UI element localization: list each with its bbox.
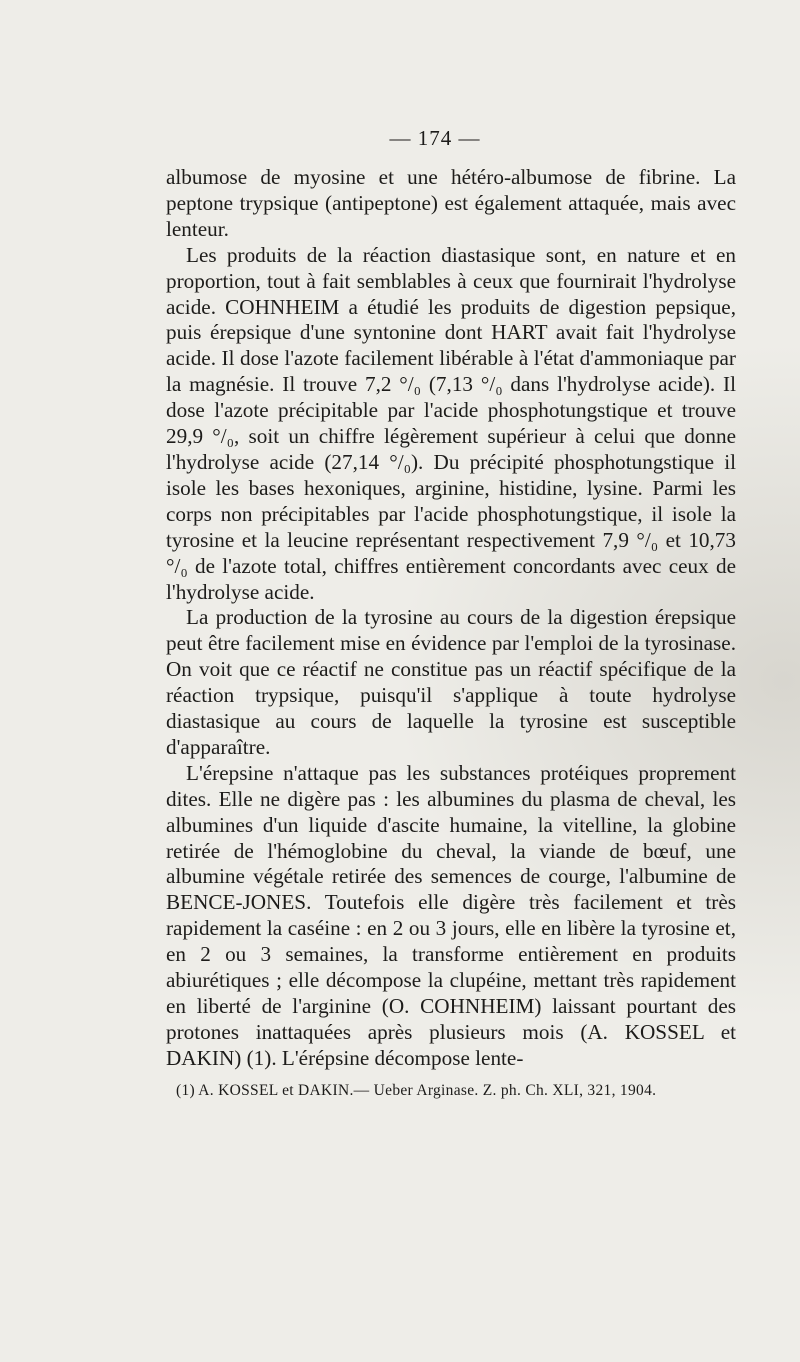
paragraph-1: albumose de myosine et une hétéro-albumose de fibrine. La peptone trypsique (antipeptone) est également attaquée, mais avec lenteur. <box>166 165 736 241</box>
body-text <box>166 165 736 1072</box>
paragraph-3: La production de la tyrosine au cours de la digestion érepsique peut être facilement mise en évidence par l'emploi de la tyrosinase. On voit que ce réactif ne constitue pas un réactif spécifique de la réaction trypsique, puisqu'il s'applique à toute hydrolyse diastasique au cours de laquelle la tyrosine est susceptible d'apparaître. <box>166 605 736 759</box>
page-number: — 174 — <box>389 126 481 150</box>
paragraph-2: Les produits de la réaction diastasique sont, en nature et en proportion, tout à fait semblables à ceux que fournirait l'hydrolyse acide. COHNHEIM a étudié les produits de digestion pepsique, puis érepsique d'une syntonine dont HART avait fait l'hydrolyse acide. Il dose l'azote facilement libérable à l'état d'ammoniaque par la magnésie. Il trouve 7,2 °/₀ (7,13 °/₀ dans l'hydrolyse acide). Il dose l'azote précipitable par l'acide phosphotungstique et trouve 29,9 °/₀, soit un chiffre légèrement supérieur à celui que donne l'hydrolyse acide (27,14 °/₀). Du précipité phosphotungstique il isole les bases hexoniques, arginine, histidine, lysine. Parmi les corps non précipitables par l'acide phosphotungstique, il isole la tyrosine et la leucine représentant respectivement 7,9 °/₀ et 10,73 °/₀ de l'azote total, chiffres entièrement concordants avec ceux de l'hydrolyse acide. <box>166 242 736 604</box>
paragraph-4: L'érepsine n'attaque pas les substances protéiques proprement dites. Elle ne digère pas : les albumines du plasma de cheval, les albumines d'un liquide d'ascite humaine, la vitelline, la globine retirée de l'hémoglobine du cheval, la viande de bœuf, une albumine végétale retirée des semences de courge, l'albumine de BENCE-JONES. Toutefois elle digère très facilement et très rapidement la caséine : en 2 ou 3 jours, elle en libère la tyrosine et, en 2 ou 3 semaines, la transforme entièrement en produits abiurétiques ; elle décompose la clupéine, mettant très rapidement en liberté de l'arginine (O. COHNHEIM) laissant pourtant des protones inattaquées après plusieurs mois (A. KOSSEL et DAKIN) (1). L'érépsine décompose lente- <box>166 760 736 1070</box>
footnote: (1) A. KOSSEL et DAKIN.— Ueber Arginase. Z. ph. Ch. XLI, 321, 1904. <box>176 1082 657 1099</box>
